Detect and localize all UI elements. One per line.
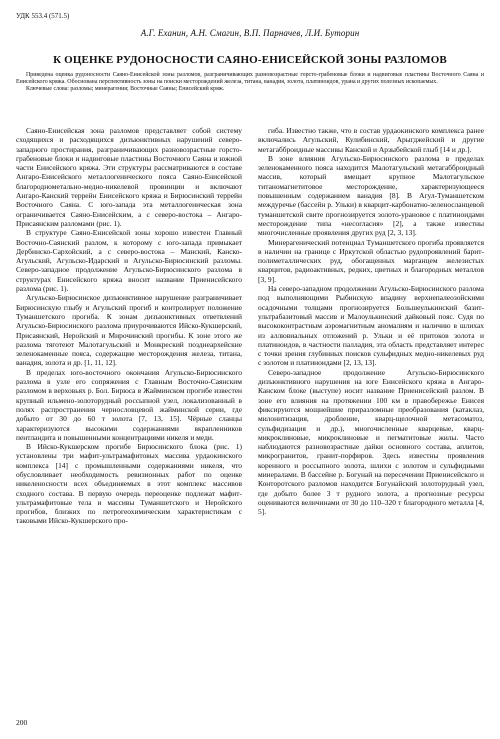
paragraph: В пределах юго-восточного окончания Агульско-Бирюсинского разлома в узле его сопряжения с Главным Восточно-Саянским разломом в верховьях р. Бол. Бирюса в Жайминском прогибе известен крупный ильмено-золоторудный россыпной узел, локализованный в полях распространения чернословцевой жайминской серии, где добыто от 30 до 60 т золота [7, 13, 15]. Чёрные сланцы характеризуются высокими содержаниями вкрапленников пентландита и повышенными концентрациями никеля и меди. [16,367,242,442]
paragraph: Минерагенический потенциал Туманшетского прогиба проявляется в наличии на границе с Иркутской областью рудопроявлений барит-полиметаллических руд, обогащенных марганцем железистых кварцитов, радиоактивных, редких, цветных и благородных металлов [3, 9]. [258,237,484,284]
paragraph: Агульско-Бирюсинское дизъюнктивное нарушение разграничивает Бирюсинскую глыбу и Агульский прогиб и контролирует положение Туманшетского прогиба. К зонам дизъюнктивных ответвлений Агульско-Бирюсинского разлома приурочиваются Ийско-Кукшерский, Присаянский, Неройский и Мирочинский прогибы. К зоне этого же разлома тяготеют Малотагульский и Монкреский позднеархейские зеленокаменные пояса, содержащие месторождения железа, титана, ванадия, золота и др. [1, 11, 12]. [16,293,242,368]
paragraph: В зоне влияния Агульско-Бирюсинского разлома в пределах зеленокаменного пояса находится Малотагульский метагабброидный массив, который вмещает крупное Малотагульское титаномагнетитовое месторождение, характеризующееся повышенным содержанием ванадия [8]. В Агул-Туманшетском междуречье (бассейн р. Ульки) в кварцит-карбонатно-зеленосланцевой туманшетской свите прогнозируется золото-урановое с платиноидами месторождение типа «несогласия» [2], а также известны многочисленные проявления других руд [2, 3, 13]. [258,153,484,238]
left-column [16,126,242,526]
page-number: 200 [16,718,28,727]
paragraph: В Ийско-Кукшерском прогибе Бирюсинского блока (рис. 1) установлены три мафит-ультрамафитовых массива урдаокинского комплекса [14] с промышленными содержаниями никеля, что обусловливает необходимость ревизионных работ по оценке никеленосности всех объединяемых в этот комплекс массивов сходного состава. В первую очередь переоценке подлежат мафит-ультрамафитовые тела и массивы Туманшетского и Неройского прогибов, близких по петрогеохимическим характеристикам с таковыми Ийско-Кукшерского про- [16,442,242,526]
authors-line: А.Г. Еханин, А.Н. Смагин, В.П. Парначев, Л.И. Буторин [140,28,360,38]
right-column [258,126,484,516]
paragraph: Северо-западное продолжение Агульско-Бирюсинского дизъюнктивного нарушения на юге Енисейского кряжа в Ангаро-Канском блоке (выступе) носит название Приенисейский разлом. В зоне его влияния на протяжении 100 км в правобережье Енисея фиксируются мощнейшие приразломные преобразования (катаклаз, милонитизация, дробление, кварц-щелочной метасоматоз, сульфидизация и др.), многочисленные кварцевые, кварц-микроклиновые, микроклиновые и пегматитовые жилы. Часто наблюдаются разновозрастные дайки основного состава, аплитов, микрогранитов, гранит-порфиров. Здесь известны проявления коренного и россыпного золота, шлихи с золотом и сульфидными минералами. В бассейне р. Богунай на пересечении Приенисейского и Конторотского разломов находится Богунайский золоторудный узел, где добыто более 3 т рудного золота, а прогнозные ресурсы оцениваются величинами от 30 до 110–320 т благородного металла [4, 5]. [258,367,484,517]
paragraph: В структуре Саяно-Енисейской зоны хорошо известен Главный Восточно-Саянский разлом, к которому с юго-запада примыкает Дербинско-Сархойский, а с северо-востока – Манский, Канско-Агульский, Агульско-Идарский и Агульско-Бирюсинский разломы. Северо-западное продолжение Агульско-Бирюсинского разлома в структурах Енисейского кряжа вносит название Приенисейского разлома (рис. 1). [16,228,242,294]
article-title: К ОЦЕНКЕ РУДОНОСНОСТИ САЯНО-ЕНИСЕЙСКОЙ ЗОНЫ РАЗЛОМОВ [53,54,447,66]
abstract-block [16,72,484,93]
keywords-text: Ключевые слова: разломы; минерагения; Восточные Саяны; Енисейский кряж. [26,86,225,93]
paragraph: Саяно-Енисейская зона разломов представляет собой систему сходящихся и расходящихся дизъюнктивных нарушений северо-западного простирания, разграничивающих разновозрастные горсто-грабеновые блоки и надвиговые пластины Восточного Саяна и южной части Енисейского кряжа. Эти структуры рассматриваются в составе Ангаро-Енисейского металлогенического пояса Саяно-Енисейской благороднометально-медно-никелевой провинции и включают Ангаро-Канский террейн Енисейского кряжа и Бирюсинский террейн Восточного Саяна. С юго-запада эта металлогеническая зона ограничивается Саяно-Енисейским, а с северо-востока – Ангаро-Присаянским разломами (рис. 1). [16,126,242,228]
paragraph: гиба. Известно также, что в состав урдаокинского комплекса ранее включались Агульский, Кулибинский, Арыгджейский и другие метагабброидные массивы Канской и Арзыбейской глыб [14 и др.]. [258,126,484,154]
udk-code: УДК 553.4 (571.5) [16,12,70,20]
paragraph: На северо-западном продолжении Агульско-Бирюсинского разлома под выполняющими Рыбинскую впадину верхнепалеозойскими осадочными толщами прогнозируется Большеулькинский базит-ультрабазитовый массив и Малоулькинский дайковый пояс. Судя по высококонтрастным аэромагнитным аномалиям и наличию в шлихах из аллювиальных отложений р. Ульки и её притоков золота и платиноидов, в частности палладия, эта область представляет интерес с точки зрения глубинных поисков сульфидных медно-никелевых руд с золотом и платиноидами [2, 13, 13]. [258,284,484,368]
abstract-text: Приведена оценка рудоносности Саяно-Енисейской зоны разломов, разграничивающих разновозрастные горсто-грабеновые блоки и надвиговые пластины Восточного Саяна и Енисейского кряжа. Обоснована перспективность зоны на поиски месторождений железа, титана, ванадия, золота, платиноидов, урана и других полезных ископаемых. [16,72,484,86]
